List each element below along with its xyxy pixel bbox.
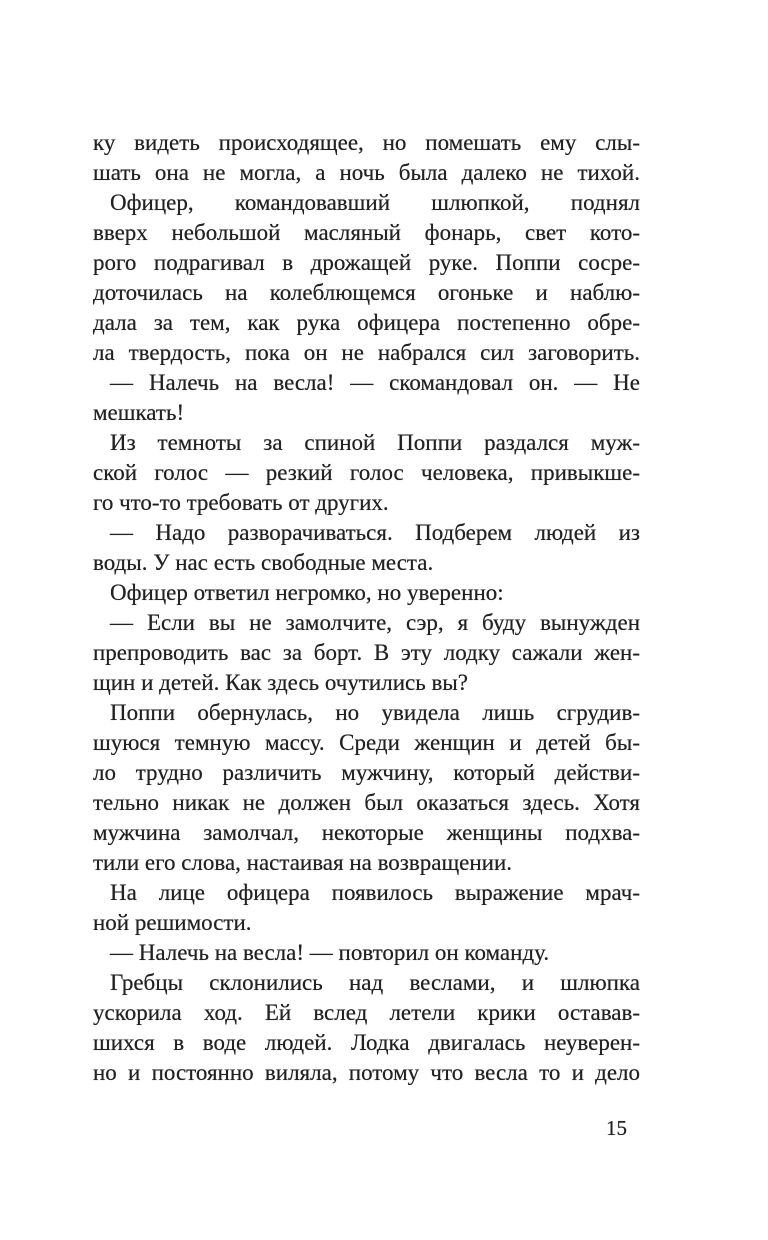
text-line: вверх небольшой масляный фонарь, свет кото- — [93, 220, 640, 245]
text-line: Из темноты за спиной Поппи раздался муж- — [110, 430, 640, 455]
text-line: Офицер, командовавший шлюпкой, поднял — [110, 190, 640, 215]
text-line: тельно никак не должен был оказаться здесь. Хотя — [93, 790, 640, 815]
text-line: — Надо разворачиваться. Подберем людей из — [110, 520, 640, 545]
text-line: го что-то требовать от других. — [93, 490, 389, 515]
text-line: На лице офицера появилось выражение мрач- — [110, 880, 640, 905]
text-line: ло трудно различить мужчину, который действи- — [93, 760, 640, 785]
text-line: щин и детей. Как здесь очутились вы? — [93, 670, 468, 695]
text-line: шихся в воде людей. Лодка двигалась неуверен- — [93, 1030, 640, 1055]
text-line: ской голос — резкий голос человека, привыкше- — [93, 460, 640, 485]
text-line: рого подрагивал в дрожащей руке. Поппи сосре- — [93, 250, 640, 275]
text-line: — Налечь на весла! — скомандовал он. — Не — [110, 370, 640, 395]
text-line: тили его слова, настаивая на возвращении. — [93, 850, 513, 875]
text-line: Поппи обернулась, но увидела лишь сгрудив- — [110, 700, 640, 725]
text-line: — Налечь на весла! — повторил он команду. — [110, 940, 550, 965]
text-column — [93, 128, 640, 1088]
text-line: ку видеть происходящее, но помешать ему слы- — [93, 130, 640, 155]
text-line: — Если вы не замолчите, сэр, я буду вынужден — [110, 610, 640, 635]
text-line: воды. У нас есть свободные места. — [93, 550, 434, 575]
text-line: шуюся темную массу. Среди женщин и детей бы- — [93, 730, 640, 755]
text-line: доточилась на колеблющемся огоньке и наблю- — [93, 280, 640, 305]
text-line: ла твердость, пока он не набрался сил заговорить. — [93, 340, 640, 365]
text-line: но и постоянно виляла, потому что весла то и дело — [93, 1060, 640, 1085]
text-line: шать она не могла, а ночь была далеко не тихой. — [93, 160, 640, 185]
page-number: 15 — [606, 1116, 627, 1140]
text-line: Офицер ответил негромко, но уверенно: — [110, 580, 504, 605]
text-line: мужчина замолчал, некоторые женщины подхва- — [93, 820, 640, 845]
text-line: препроводить вас за борт. В эту лодку сажали жен- — [93, 640, 640, 665]
text-line: ускорила ход. Ей вслед летели крики оставав- — [93, 1000, 640, 1025]
text-line: дала за тем, как рука офицера постепенно обре- — [93, 310, 640, 335]
text-line: ной решимости. — [93, 910, 252, 935]
text-line: мешкать! — [93, 400, 185, 425]
text-line: Гребцы склонились над веслами, и шлюпка — [110, 970, 640, 995]
